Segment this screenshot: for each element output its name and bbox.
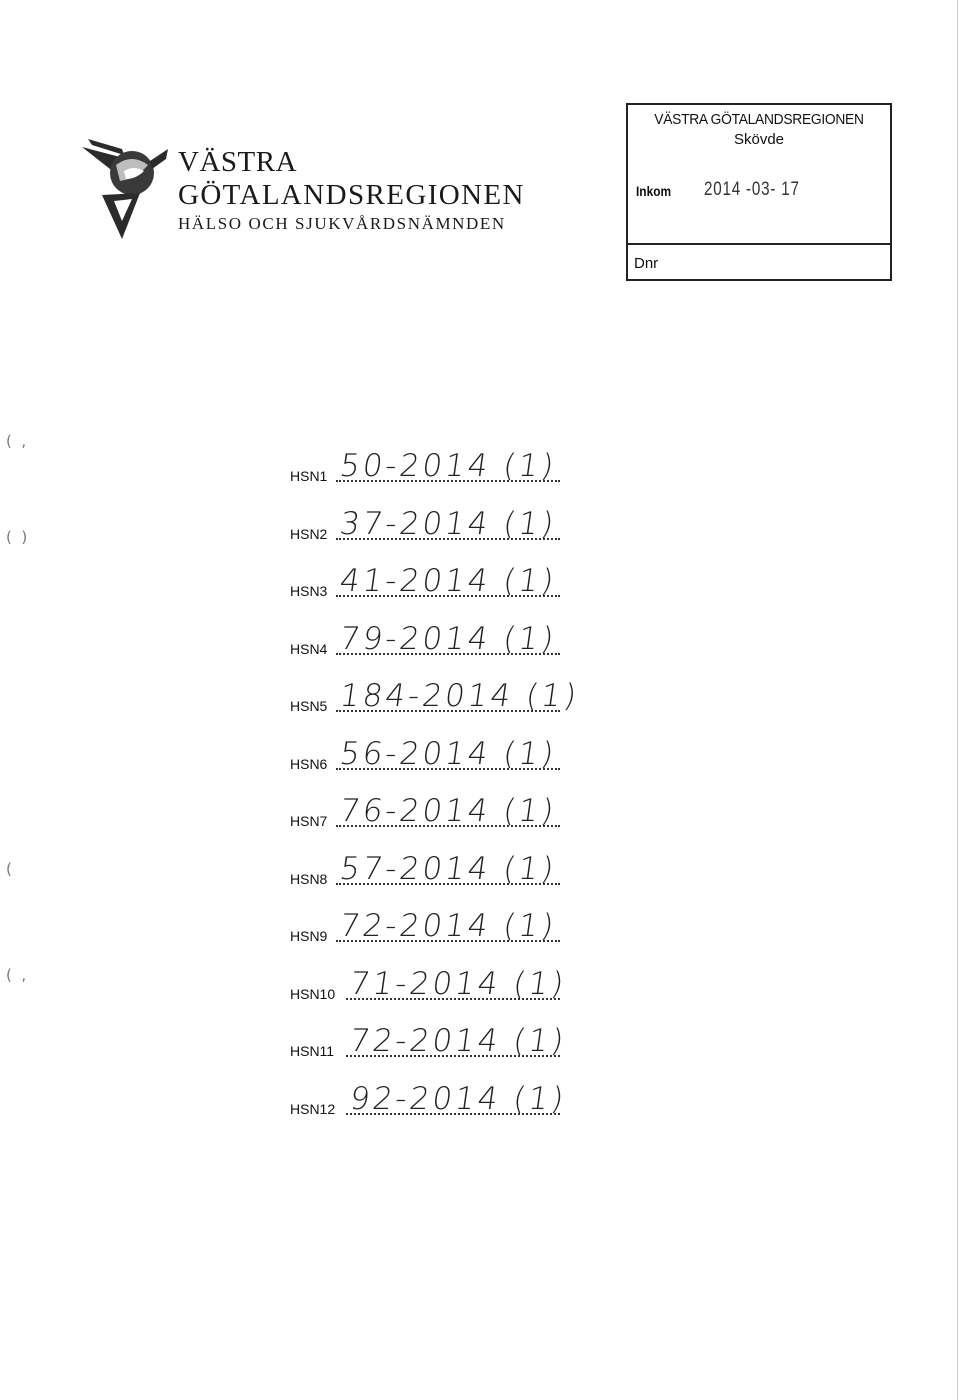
margin-mark: ( ) xyxy=(6,528,28,546)
hsn-handwritten-value: 72-2014 (1) xyxy=(347,1023,569,1059)
hsn-row xyxy=(290,890,580,944)
hsn-row xyxy=(290,1063,580,1117)
hsn-row xyxy=(290,775,580,829)
stamp-dnr-label: Dnr xyxy=(634,255,659,272)
hsn-handwritten-value: 50-2014 (1) xyxy=(337,448,559,484)
hsn-row xyxy=(290,660,580,714)
hsn-row xyxy=(290,603,580,657)
stamp-city: Skövde xyxy=(733,131,785,148)
hsn-handwritten-value: 184-2014 (1) xyxy=(337,678,582,714)
margin-mark: ( , xyxy=(6,966,27,984)
hsn-label: HSN4 xyxy=(290,640,328,657)
hsn-row xyxy=(290,1005,580,1059)
hsn-handwritten-value: 79-2014 (1) xyxy=(337,620,559,657)
hsn-handwritten-value: 92-2014 (1) xyxy=(347,1080,569,1117)
hsn-label: HSN6 xyxy=(290,755,328,772)
stamp-received-label: Inkom xyxy=(636,183,672,199)
hsn-label: HSN8 xyxy=(290,870,328,887)
hsn-handwritten-value: 37-2014 (1) xyxy=(337,505,559,542)
hsn-row xyxy=(290,948,580,1002)
hsn-row xyxy=(290,545,580,599)
hsn-handwritten-value: 41-2014 (1) xyxy=(337,563,559,599)
org-name-line2: GÖTALANDSREGIONEN xyxy=(178,179,525,211)
hsn-row xyxy=(290,718,580,772)
stamp-divider xyxy=(628,243,890,245)
organization-name xyxy=(178,148,525,232)
hsn-handwritten-value: 72-2014 (1) xyxy=(337,908,559,944)
hsn-label: HSN11 xyxy=(290,1043,335,1059)
hsn-handwritten-value: 57-2014 (1) xyxy=(337,850,559,887)
margin-mark: ( , xyxy=(6,432,27,450)
hsn-row xyxy=(290,833,580,887)
hsn-label: HSN5 xyxy=(290,698,328,714)
hsn-handwritten-value: 56-2014 (1) xyxy=(337,735,559,772)
hsn-label: HSN12 xyxy=(290,1100,336,1117)
hsn-label: HSN2 xyxy=(290,525,328,542)
hsn-handwritten-value: 71-2014 (1) xyxy=(347,965,569,1002)
org-subtitle: HÄLSO OCH SJUKVÅRDSNÄMNDEN xyxy=(178,214,506,233)
hsn-label: HSN3 xyxy=(290,583,328,599)
hsn-label: HSN7 xyxy=(290,813,328,829)
hsn-label: HSN9 xyxy=(290,928,328,944)
org-name-line1: VÄSTRA xyxy=(178,146,298,178)
hsn-label: HSN1 xyxy=(290,468,328,484)
hsn-handwritten-value: 76-2014 (1) xyxy=(337,793,559,829)
hsn-row xyxy=(290,430,580,484)
scan-edge xyxy=(957,0,958,1400)
stamp-received-date: 2014 -03- 17 xyxy=(704,179,800,200)
vgr-logo-icon xyxy=(80,135,170,245)
received-stamp xyxy=(626,103,892,281)
hsn-row xyxy=(290,488,580,542)
margin-mark: ( xyxy=(6,860,12,878)
hsn-label: HSN10 xyxy=(290,985,336,1002)
stamp-org: VÄSTRA GÖTALANDSREGIONEN xyxy=(654,111,864,128)
